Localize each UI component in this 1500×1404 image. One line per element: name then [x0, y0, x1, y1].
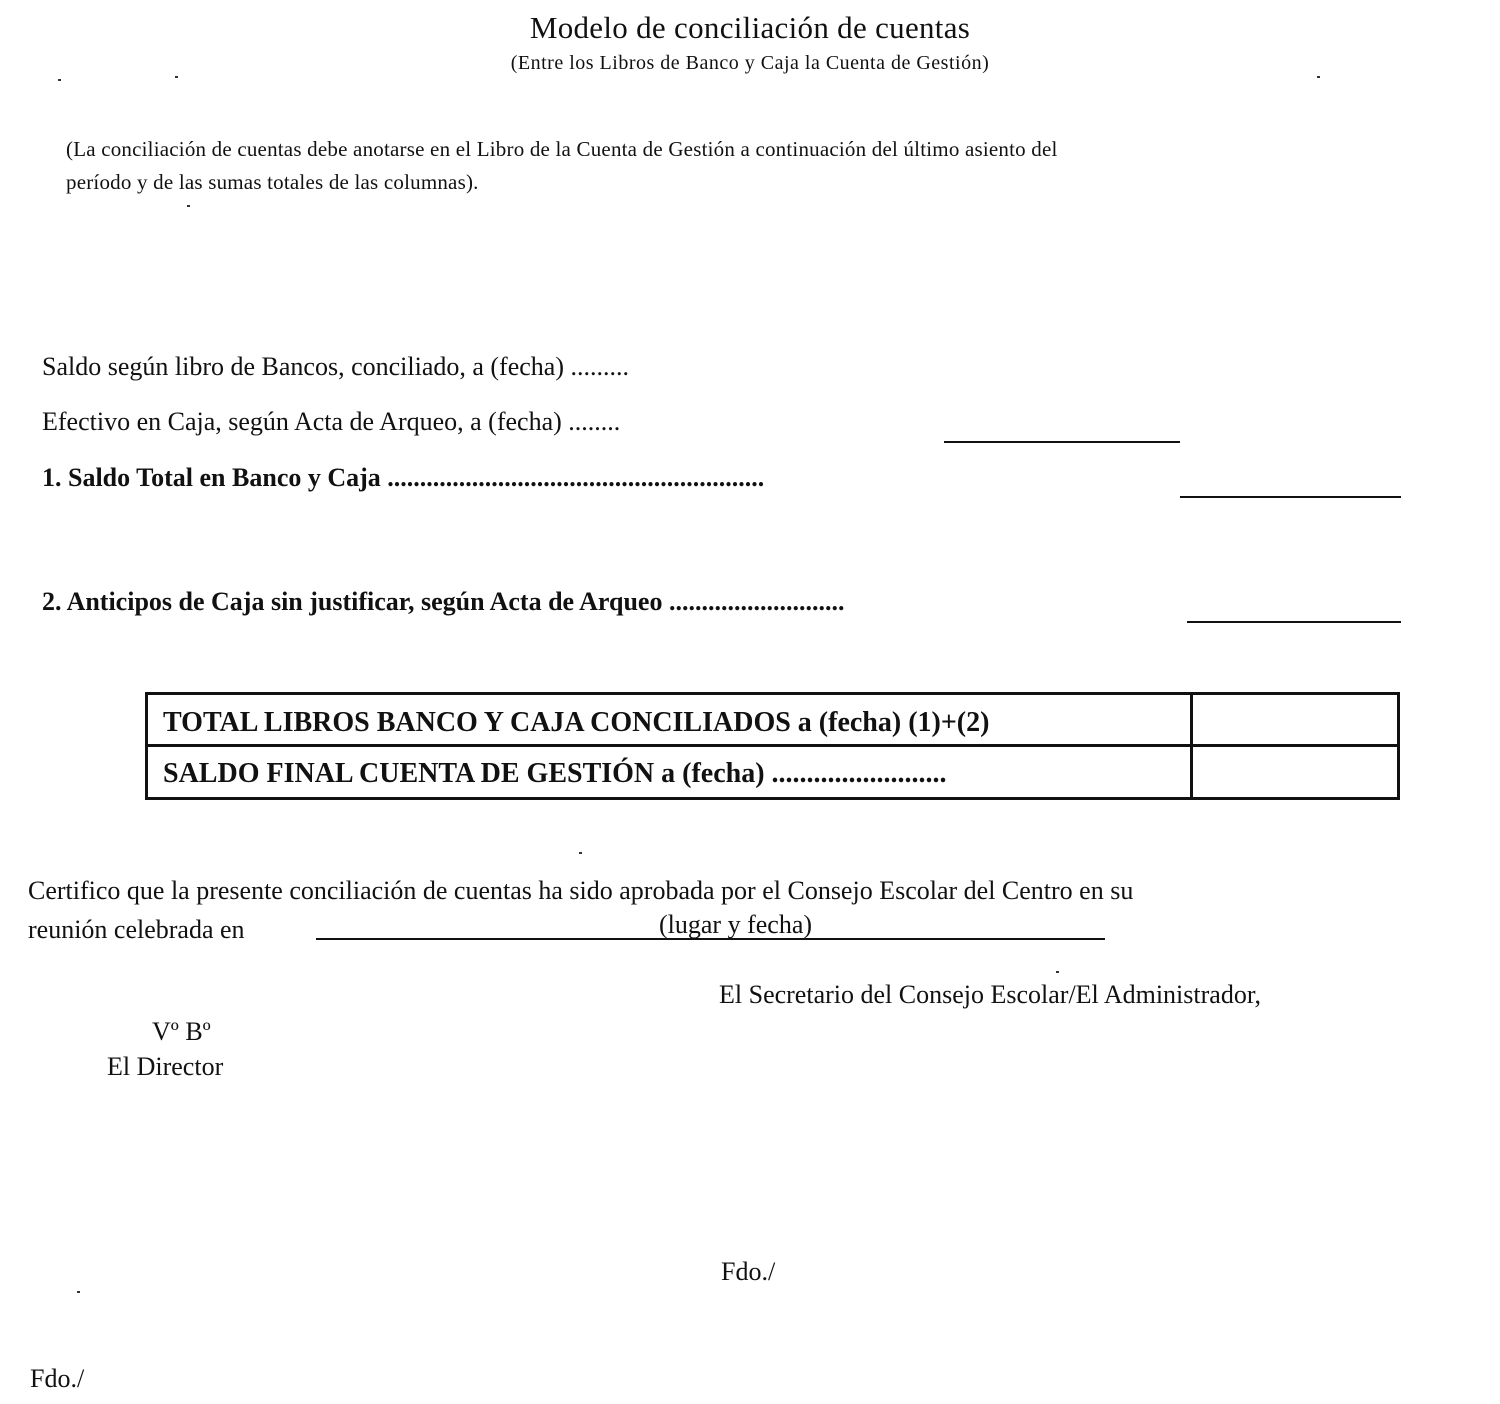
efectivo-caja-line: Efectivo en Caja, según Acta de Arqueo, a (fecha) ........: [42, 407, 621, 436]
certification-line-1: Certifico que la presente conciliación de cuentas ha sido aprobada por el Consejo Escolar del Centro en su: [28, 876, 1134, 905]
table-row: [148, 695, 1397, 747]
director-title: El Director: [107, 1052, 224, 1081]
scan-speck: [1056, 971, 1059, 973]
director-signature-field: Fdo./: [30, 1364, 85, 1393]
instructions-line-1: (La conciliación de cuentas debe anotarse en el Libro de la Cuenta de Gestión a continuación del último asiento del: [66, 137, 1058, 161]
scan-speck: [187, 205, 190, 207]
table-row: [148, 747, 1397, 797]
saldo-total-amount-field[interactable]: [1180, 496, 1401, 498]
total-libros-value-cell[interactable]: [1190, 695, 1400, 744]
document-subtitle: (Entre los Libros de Banco y Caja la Cuenta de Gestión): [510, 52, 990, 74]
scan-speck: [1317, 76, 1320, 78]
anticipos-line: 2. Anticipos de Caja sin justificar, según Acta de Arqueo ...........................: [42, 587, 845, 616]
scan-speck: [58, 79, 61, 81]
reconciliation-table: [145, 692, 1400, 800]
efectivo-caja-amount-field[interactable]: [944, 441, 1180, 443]
certification-line-2-prefix: reunión celebrada en: [28, 915, 245, 944]
saldo-bancos-line: Saldo según libro de Bancos, conciliado, a (fecha) .........: [42, 352, 629, 381]
instructions-line-2: período y de las sumas totales de las columnas).: [66, 170, 479, 194]
saldo-final-value-cell[interactable]: [1190, 747, 1400, 797]
secretary-title: El Secretario del Consejo Escolar/El Administrador,: [719, 980, 1261, 1009]
saldo-total-line: 1. Saldo Total en Banco y Caja ..........................................................: [42, 463, 765, 492]
scan-speck: [579, 852, 582, 854]
scan-speck: [175, 76, 178, 78]
vobo-label: Vº Bº: [152, 1017, 211, 1046]
saldo-final-label: SALDO FINAL CUENTA DE GESTIÓN a (fecha) .........................: [163, 758, 947, 789]
secretary-signature-field: Fdo./: [721, 1257, 776, 1286]
anticipos-amount-field[interactable]: [1187, 621, 1401, 623]
total-libros-label: TOTAL LIBROS BANCO Y CAJA CONCILIADOS a (fecha) (1)+(2): [163, 707, 990, 738]
place-date-hint: (lugar y fecha): [659, 910, 813, 939]
scan-speck: [77, 1291, 80, 1293]
document-title: Modelo de conciliación de cuentas: [529, 10, 971, 45]
